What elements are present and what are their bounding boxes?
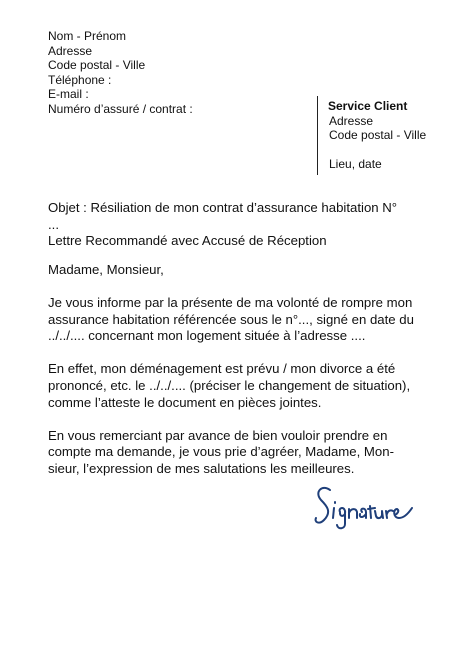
paragraph-line: prononcé, etc. le ../../.... (préciser le changement de situation), [48, 377, 411, 393]
signature-graphic [312, 478, 428, 530]
paragraph-reason [48, 361, 438, 411]
place-date: Lieu, date [329, 156, 382, 171]
paragraph-line: compte ma demande, je vous prie d’agréer, Madame, Mon- [48, 444, 394, 460]
sender-address: Adresse [48, 43, 93, 58]
paragraph-intent [48, 295, 438, 345]
paragraph-closing [48, 428, 438, 478]
recipient-block [328, 99, 426, 171]
paragraph-line: ../../.... concernant mon logement située à l’adresse .... [48, 328, 366, 344]
sender-city: Code postal - Ville [48, 58, 146, 72]
sender-contract-number: Numéro d’assuré / contrat : [48, 101, 193, 116]
recipient-name: Service Client [328, 99, 408, 113]
sender-email: E-mail : [48, 87, 89, 101]
paragraph-line: En vous remerciant par avance de bien vouloir prendre en [48, 427, 388, 443]
paragraph-line: Je vous informe par la présente de ma volonté de rompre mon [48, 295, 413, 311]
paragraph-line: En effet, mon déménagement est prévu / mon divorce a été [48, 361, 396, 377]
sender-phone: Téléphone : [48, 72, 112, 87]
paragraph-line: comme l’atteste le document en pièces jointes. [48, 394, 322, 410]
paragraph-line: sieur, l’expression de mes salutations les meilleures. [48, 460, 355, 476]
registered-mail-line: Lettre Recommandé avec Accusé de Réception [48, 233, 327, 248]
object-line-continued: ... [48, 216, 59, 232]
object-line: Objet : Résiliation de mon contrat d’assurance habitation N° [48, 200, 398, 215]
recipient-address: Adresse [329, 113, 374, 128]
recipient-divider [317, 96, 318, 175]
letter-body [48, 262, 438, 494]
sender-block [48, 29, 193, 116]
recipient-city: Code postal - Ville [329, 128, 427, 142]
object-block [48, 200, 430, 250]
handwritten-signature [312, 478, 428, 535]
salutation: Madame, Monsieur, [48, 262, 164, 277]
paragraph-line: assurance habitation référencée sous le n°..., signé en date du [48, 311, 414, 327]
sender-name: Nom - Prénom [48, 29, 127, 43]
